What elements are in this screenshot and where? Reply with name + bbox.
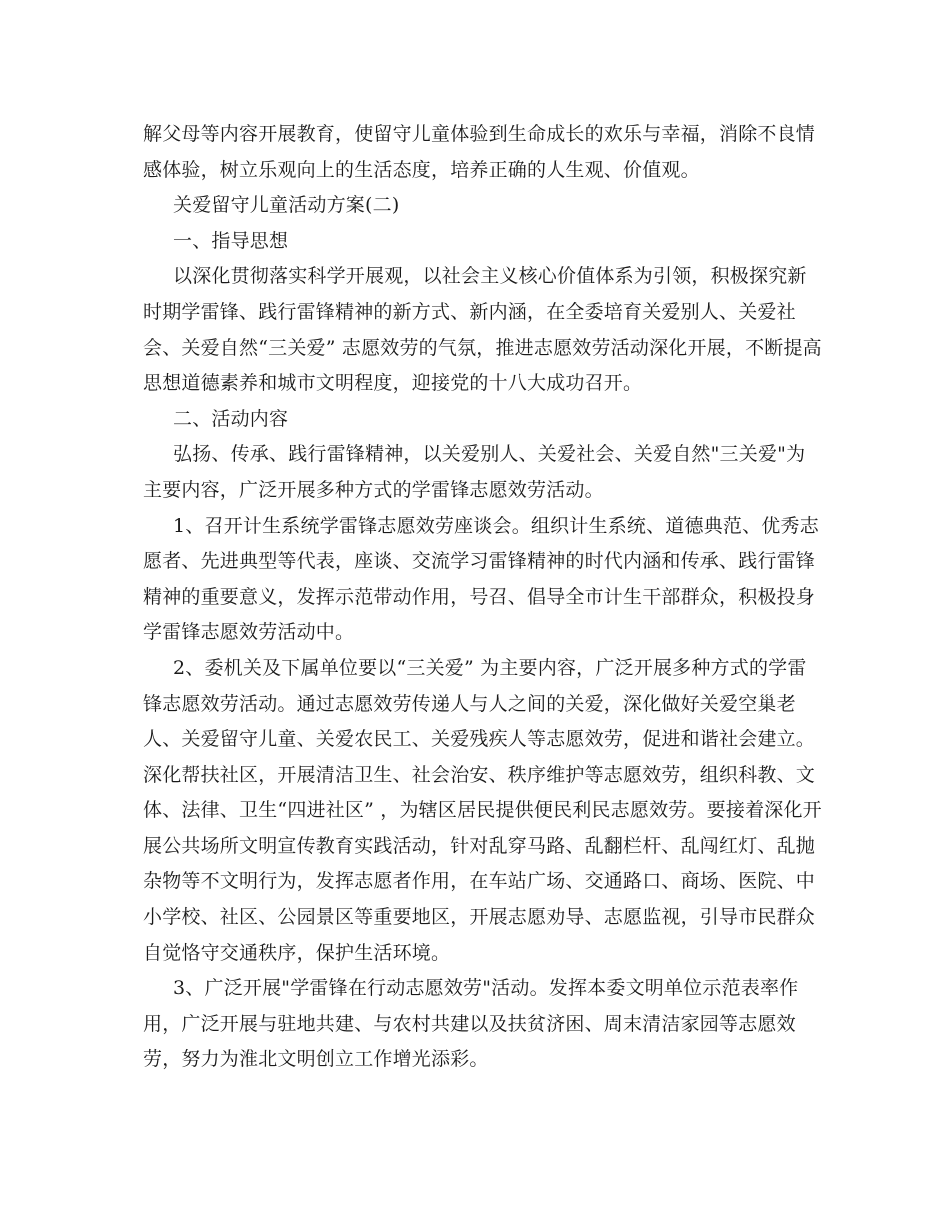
- paragraph: [143, 188, 811, 224]
- text-line: 体、法律、卫生“四进社区” ，为辖区居民提供便民利民志愿效劳。要接着深化开: [143, 799, 822, 822]
- text-line: 劳，努力为淮北文明创立工作增光添彩。: [143, 1048, 489, 1071]
- text-line: 弘扬、传承、践行雷锋精神，以关爱别人、关爱社会、关爱自然"三关爱"为: [173, 443, 806, 466]
- text-line: 精神的重要意义，发挥示范带动作用，号召、倡导全市计生干部群众，积极投身: [143, 585, 816, 608]
- text-line: 用，广泛开展与驻地共建、与农村共建以及扶贫济困、周末清洁家园等志愿效: [143, 1012, 796, 1035]
- document-body: [143, 117, 822, 1078]
- paragraph: [143, 437, 811, 508]
- text-line: 一、指导思想: [173, 229, 289, 252]
- text-line: 3、广泛开展"学雷锋在行动志愿效劳"活动。发挥本委文明单位示范表率作: [173, 977, 799, 1000]
- text-line: 以深化贯彻落实科学开展观，以社会主义核心价值体系为引领，积极探究新: [173, 265, 807, 288]
- text-line: 深化帮扶社区，开展清洁卫生、社会治安、秩序维护等志愿效劳，组织科教、文: [143, 763, 816, 786]
- text-line: 愿者、先进典型等代表，座谈、交流学习雷锋精神的时代内涵和传承、践行雷锋: [143, 550, 816, 573]
- text-line: 小学校、社区、公园景区等重要地区，开展志愿劝导、志愿监视，引导市民群众: [143, 906, 816, 929]
- text-line: 思想道德素养和城市文明程度，迎接党的十八大成功召开。: [143, 372, 643, 395]
- text-line: 解父母等内容开展教育，使留守儿童体验到生命成长的欢乐与幸福，消除不良情: [143, 123, 816, 145]
- text-line: 2、委机关及下属单位要以“三关爱” 为主要内容，广泛开展多种方式的学雷: [173, 656, 807, 679]
- text-line: 1、召开计生系统学雷锋志愿效劳座谈会。组织计生系统、道德典范、优秀志: [173, 514, 819, 537]
- paragraph: [143, 224, 811, 260]
- paragraph: [143, 651, 822, 971]
- paragraph: [143, 402, 811, 438]
- text-line: 二、活动内容: [173, 407, 289, 430]
- text-line: 展公共场所文明宣传教育实践活动，针对乱穿马路、乱翻栏杆、乱闯红灯、乱抛: [143, 834, 816, 857]
- text-line: 人、关爱留守儿童、关爱农民工、关爱残疾人等志愿效劳，促进和谐社会建立。: [143, 728, 816, 751]
- text-line: 时期学雷锋、践行雷锋精神的新方式、新内涵，在全委培育关爱别人、关爱社: [143, 300, 796, 323]
- text-line: 杂物等不文明行为，发挥志愿者作用，在车站广场、交通路口、商场、医院、中: [143, 870, 816, 893]
- text-line: 锋志愿效劳活动。通过志愿效劳传递人与人之间的关爱，深化做好关爱空巢老: [143, 692, 796, 715]
- text-line: 关爱留守儿童活动方案(二): [173, 194, 400, 217]
- text-line: 会、关爱自然“三关爱” 志愿效劳的气氛，推进志愿效劳活动深化开展，不断提高: [143, 336, 822, 359]
- paragraph: [143, 117, 816, 188]
- text-line: 学雷锋志愿效劳活动中。: [143, 621, 355, 644]
- paragraph: [143, 971, 811, 1078]
- paragraph: [143, 259, 822, 401]
- text-line: 主要内容，广泛开展多种方式的学雷锋志愿效劳活动。: [143, 478, 604, 501]
- text-line: 自觉恪守交通秩序，保护生活环境。: [143, 941, 451, 964]
- text-line: 感体验，树立乐观向上的生活态度，培养正确的人生观、价值观。: [143, 158, 700, 181]
- paragraph: [143, 509, 819, 651]
